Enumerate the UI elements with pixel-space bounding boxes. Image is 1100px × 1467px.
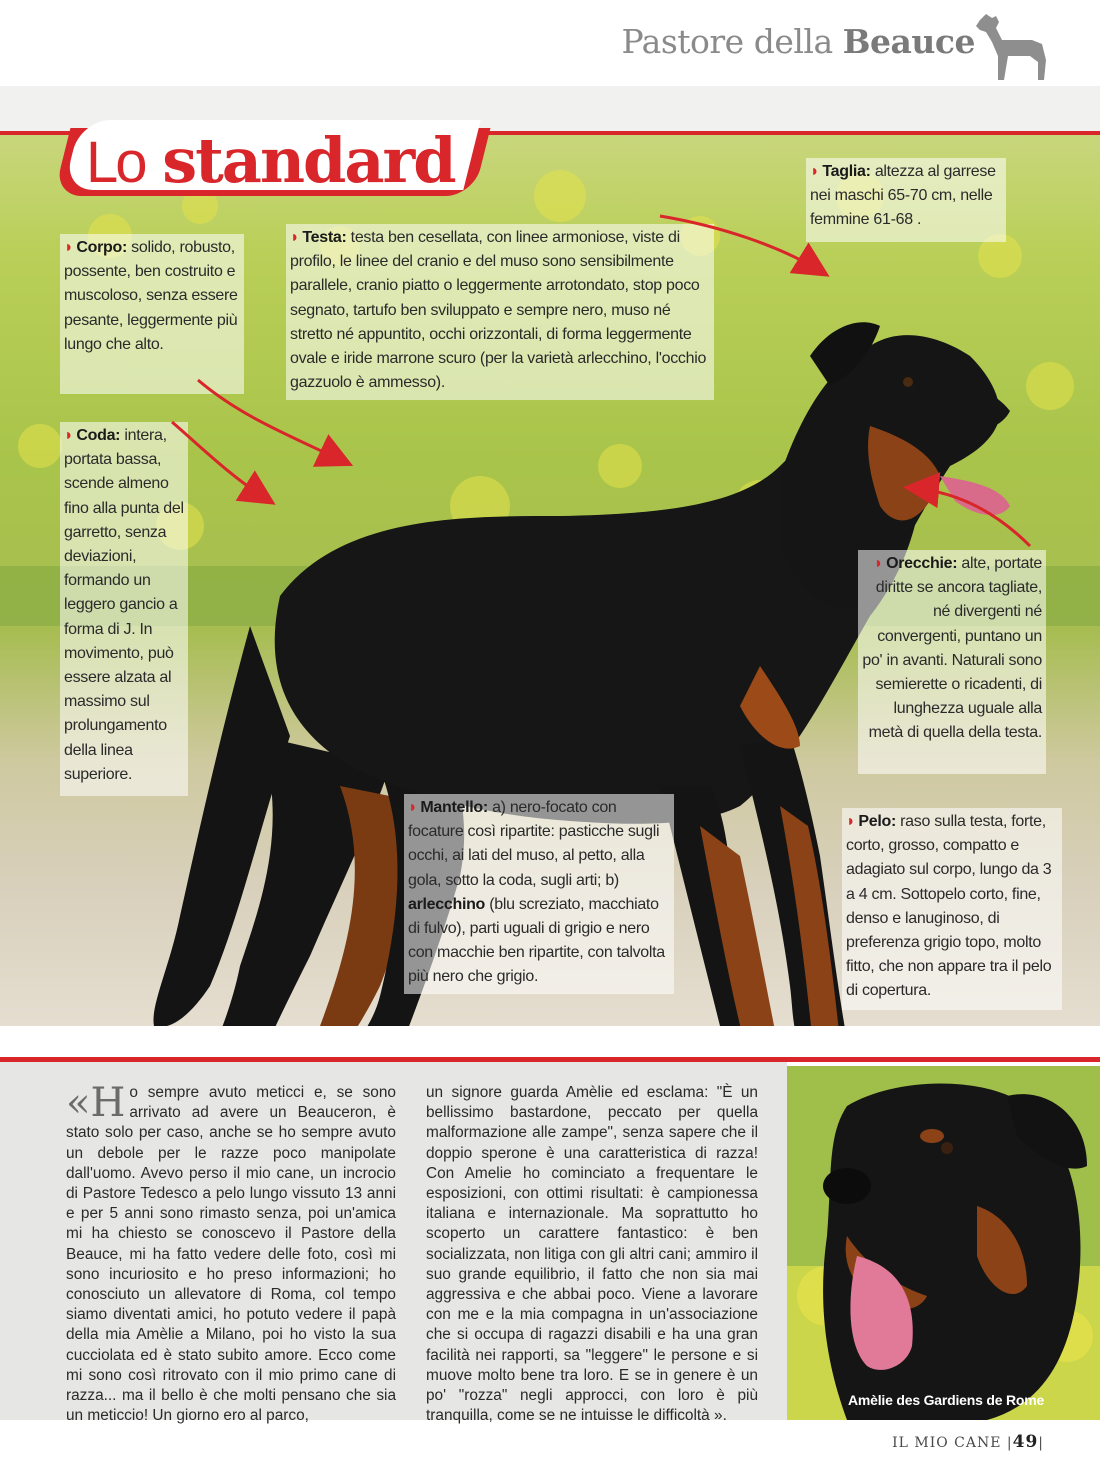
- standard-taglia: ◗ Taglia: altezza al garrese nei maschi 65-70 cm, nelle femmine 61-68 .: [806, 158, 1006, 242]
- puppy-photo: [787, 1066, 1100, 1420]
- page-header: [0, 0, 1100, 86]
- pointer-arrows: [0, 86, 1100, 1026]
- header-title: Pastore della Beauce: [621, 22, 975, 61]
- article-column-2: un signore guarda Amèlie ed esclama: "È un bellissimo bastardone, peccato per quella malformazione alle zampe", senza sapere che il doppio sperone è una caratteristica di razza! Con Amelie ho cominciato a frequentare le esposizioni, con ottimi risultati: è campionessa italiana e internazionale. Ma soprattutto ho scoperto un carattere fantastico: è ben socializzata, non litiga con gli altri cani; ammiro il suo grande equilibrio, il fatto che non sia mai aggressiva e che abbai poco. Viene a lavorare con me e la mia compagna in un'associazione che si occupa di ragazzi disabili e ha una gran facilità nei rapporti, sa "leggere" le persone e si muove molto bene tra loro. E se in genere è un po' "rozza" negli approcci, con loro è più tranquilla, come se ne intuisse le difficoltà ».: [426, 1084, 758, 1425]
- standard-corpo: ◗ Corpo: solido, robusto, possente, ben costruito e muscoloso, senza essere pesante, leggermente più lungo che alto.: [60, 234, 244, 394]
- dropcap: «H: [66, 1080, 126, 1126]
- dog-silhouette-icon: [972, 10, 1052, 82]
- page-number: 49: [1012, 1432, 1039, 1452]
- standard-pelo: ◗ Pelo: raso sulla testa, forte, corto, grosso, compatto e adagiato sul corpo, lungo da 3 a 4 cm. Sottopelo corto, fine, denso e lanuginoso, di preferenza grigio topo, molto fitto, che non appare tra il pelo di copertura.: [842, 808, 1062, 1010]
- standard-testa: ◗ Testa: testa ben cesellata, con linee armoniose, viste di profilo, le linee del cranio e del muso sono sensibilmente parallele, cranio piatto o leggermente arrotondato, stop poco segnato, tartufo ben sviluppato e sempre nero, muso né stretto né appuntito, occhi orizzontali, di forma leggermente ovale e iride marrone scuro (per la varietà arlecchino, l'occhio gazzuolo è ammesso).: [286, 224, 714, 400]
- page-footer: IL MIO CANE |49|: [892, 1432, 1044, 1452]
- photo-caption: Amèlie des Gardiens de Rome: [848, 1392, 1045, 1408]
- hero-photo: [0, 86, 1100, 1026]
- standard-coda: ◗ Coda: intera, portata bassa, scende almeno fino alla punta del garretto, senza deviazioni, formando un leggero gancio a forma di J. In movimento, può essere alzata al massimo sul prolungamento della linea superiore.: [60, 422, 188, 796]
- standard-orecchie: ◗ Orecchie: alte, portate diritte se ancora tagliate, né divergenti né convergenti, puntano un po' in avanti. Naturali sono semierette o ricadenti, di lunghezza uguale alla metà di quella della testa.: [858, 550, 1046, 774]
- article-column-1: «Ho sempre avuto meticci e, se sono arrivato ad avere un Beauceron, è stato solo per caso, anche se ho sempre avuto un debole per le razze poco manipolate dall'uomo. Avevo perso il mio cane, un incrocio di Pastore Tedesco a pelo lungo vissuto 13 anni e per 5 anni sono rimasto senza, poi un'amica mi ha chiesto se conoscevo il Pastore della Beauce, mi ha fatto vedere delle foto, così mi sono incuriosito e ho preso informazioni; ho conosciuto un allevatore di Roma, col tempo siamo diventati amici, ho potuto vedere il papà della mia Amèlie a Milano, poi ho visto la sua cucciolata ed è stato subito amore. Ecco come mi sono così ritrovato con il mio primo cane di razza... ma il bello è che molti pensano che sia un meticcio! Un giorno ero al parco,: [66, 1080, 396, 1425]
- standard-mantello: ◗ Mantello: a) nero-focato con focature così ripartite: pasticche sugli occhi, ai lati del muso, al petto, alla gola, sotto la coda, sugli arti; b) arlecchino (blu screziato, macchiato di fulvo), parti uguali di grigio e nero con macchie ben ripartite, con talvolta più nero che grigio.: [404, 794, 674, 994]
- section-title: Lo standard: [86, 124, 455, 197]
